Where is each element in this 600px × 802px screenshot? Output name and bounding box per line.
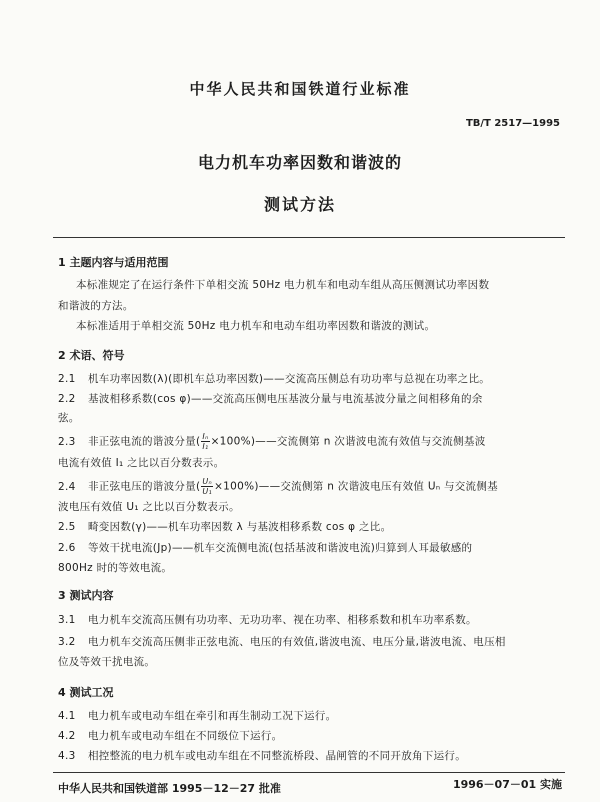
clause-text: 等效干扰电流(Jp)——机车交流侧电流(包括基波和谐波电流)归算到人耳最敏感的 [88, 542, 473, 554]
clause-4-1 [58, 708, 336, 723]
clause-2-4 [58, 477, 498, 496]
clause-4-2 [58, 728, 282, 743]
standard-code: TB/T 2517—1995 [465, 118, 560, 129]
clause-text: 电力机车或电动车组在牵引和再生制动工况下运行。 [88, 710, 337, 722]
clause-3-2-cont: 位及等效干扰电流。 [58, 656, 156, 668]
clause-number: 2.6 [58, 542, 76, 554]
clause-2-6-cont: 800Hz 时的等效电流。 [58, 562, 173, 574]
header-rule [53, 237, 565, 238]
clause-2-5 [58, 519, 391, 534]
effective-date: 1996－07－01 实施 [452, 778, 562, 791]
title-line-1: 电力机车功率因数和谐波的 [197, 153, 402, 172]
voltage-ratio-fraction [201, 477, 213, 496]
clause-number: 2.2 [58, 393, 76, 405]
fraction-denominator: I₁ [202, 442, 209, 451]
section-1-para-2: 本标准适用于单相交流 50Hz 电力机车和电动车组功率因数和谐波的测试。 [76, 320, 436, 332]
section-2-heading: 2 术语、符号 [58, 349, 125, 362]
current-ratio-fraction [201, 432, 209, 451]
fraction-numerator: Iₙ [202, 432, 209, 441]
clause-number: 3.2 [58, 636, 76, 648]
clause-number: 2.5 [58, 521, 76, 533]
clause-number: 2.4 [58, 480, 76, 493]
clause-3-2 [58, 634, 506, 649]
clause-text: 相控整流的电力机车或电动车组在不同整流桥段、晶闸管的不同开放角下运行。 [88, 750, 466, 762]
clause-2-3-cont: 电流有效值 I₁ 之比以百分数表示。 [58, 457, 225, 469]
approval-note: 中华人民共和国铁道部 1995－12－27 批准 [58, 782, 281, 795]
clause-number: 4.3 [58, 750, 76, 762]
clause-2-3 [58, 432, 486, 451]
clause-4-3 [58, 748, 466, 763]
clause-text-post: ×100%)——交流侧第 n 次谐波电流有效值与交流侧基波 [210, 435, 486, 448]
clause-number: 2.3 [58, 435, 76, 448]
issuing-org: 中华人民共和国铁道行业标准 [189, 80, 411, 98]
clause-text: 电力机车或电动车组在不同级位下运行。 [88, 730, 283, 742]
clause-2-2-cont: 弦。 [58, 412, 80, 424]
clause-number: 3.1 [58, 614, 76, 626]
clause-number: 4.1 [58, 710, 76, 722]
clause-2-2 [58, 391, 483, 406]
clause-text: 基波相移系数(cos φ)——交流高压侧电压基波分量与电流基波分量之间相移角的余 [88, 393, 483, 405]
clause-text-post: ×100%)——交流侧第 n 次谐波电压有效值 Uₙ 与交流侧基 [214, 480, 498, 493]
section-1-para-1: 本标准规定了在运行条件下单相交流 50Hz 电力机车和电动车组从高压侧测试功率因数 [76, 279, 490, 291]
clause-text: 电力机车交流高压侧非正弦电流、电压的有效值,谐波电流、电压分量,谐波电流、电压相 [88, 636, 506, 648]
clause-3-1 [58, 612, 477, 627]
clause-2-4-cont: 波电压有效值 U₁ 之比以百分数表示。 [58, 501, 240, 513]
clause-2-1 [58, 371, 490, 386]
section-3-heading: 3 测试内容 [58, 589, 114, 602]
clause-text: 畸变因数(γ)——机车功率因数 λ 与基波相移系数 cos φ 之比。 [88, 521, 392, 533]
section-1-heading: 1 主题内容与适用范围 [58, 256, 169, 269]
fraction-numerator: Uₙ [202, 477, 213, 486]
clause-text: 电力机车交流高压侧有功功率、无功功率、视在功率、相移系数和机车功率系数。 [88, 614, 477, 626]
title-line-2: 测试方法 [263, 195, 336, 214]
clause-number: 4.2 [58, 730, 76, 742]
fraction-denominator: U₁ [202, 487, 213, 496]
clause-number: 2.1 [58, 373, 76, 385]
section-4-heading: 4 测试工况 [58, 686, 114, 699]
clause-2-6 [58, 540, 472, 555]
footer-rule [53, 772, 565, 773]
clause-text-pre: 非正弦电压的谐波分量( [88, 480, 201, 493]
section-1-para-1-cont: 和谐波的方法。 [58, 300, 134, 312]
clause-text-pre: 非正弦电流的谐波分量( [88, 435, 201, 448]
clause-text: 机车功率因数(λ)(即机车总功率因数)——交流高压侧总有功功率与总视在功率之比。 [88, 373, 491, 385]
